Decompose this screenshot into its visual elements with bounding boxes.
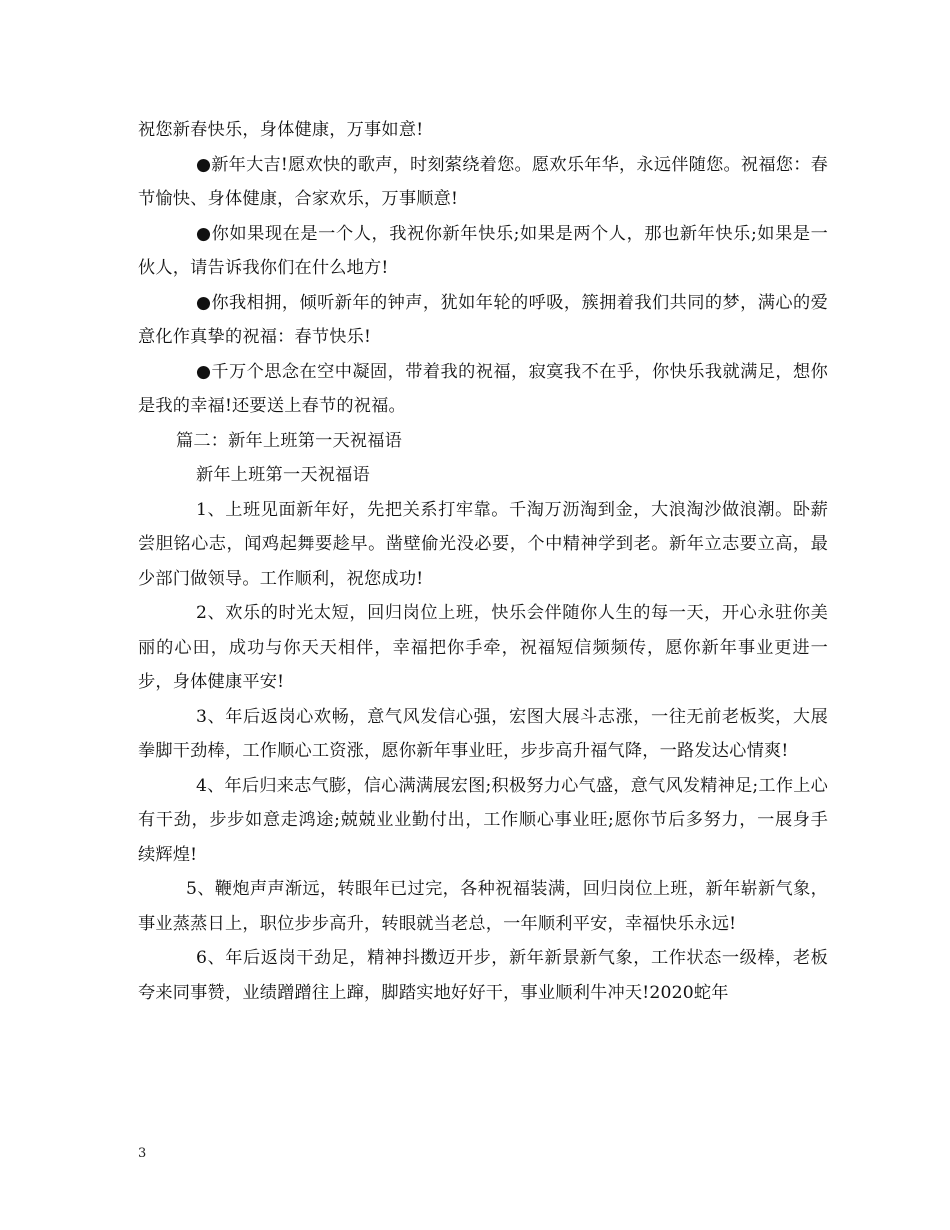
paragraph-item-2: 2、欢乐的时光太短，回归岗位上班，快乐会伴随你人生的每一天，开心永驻你美丽的心田，成功与你天天相伴，幸福把你手牵，祝福短信频频传，愿你新年事业更进一步，身体健康平安! xyxy=(138,603,828,692)
paragraph-item-5: 5、鞭炮声声渐远，转眼年已过完，各种祝福装满，回归岗位上班，新年崭新气象，事业蒸蒸日上，职位步步高升，转眼就当老总，一年顺利平安，幸福快乐永远! xyxy=(138,879,828,934)
paragraph-closing-wish: 祝您新春快乐，身体健康，万事如意! xyxy=(138,120,424,140)
document-body xyxy=(138,113,828,1010)
paragraph-item-1: 1、上班见面新年好，先把关系打牢靠。千淘万沥淘到金，大浪淘沙做浪潮。卧薪尝胆铭心志，闻鸡起舞要趁早。凿壁偷光没必要，个中精神学到老。新年立志要立高，最少部门做领导。工作顺利，祝您成功! xyxy=(138,499,828,589)
paragraph-bullet-3: ●你我相拥，倾听新年的钟声，犹如年轮的呼吸，簇拥着我们共同的梦，满心的爱意化作真挚的祝福：春节快乐! xyxy=(138,292,828,347)
paragraph-bullet-2: ●你如果现在是一个人，我祝你新年快乐;如果是两个人，那也新年快乐;如果是一伙人，请告诉我你们在什么地方! xyxy=(138,223,828,278)
paragraph-item-6: 6、年后返岗干劲足，精神抖擞迈开步，新年新景新气象，工作状态一级棒，老板夸来同事赞，业绩蹭蹭往上蹿，脚踏实地好好干，事业顺利牛冲天!2020蛇年 xyxy=(138,948,828,1003)
paragraph-bullet-4: ●千万个思念在空中凝固，带着我的祝福，寂寞我不在乎，你快乐我就满足，想你是我的幸福!还要送上春节的祝福。 xyxy=(138,361,828,416)
paragraph-item-3: 3、年后返岗心欢畅，意气风发信心强，宏图大展斗志涨，一往无前老板奖，大展拳脚干劲棒，工作顺心工资涨，愿你新年事业旺，步步高升福气降，一路发达心情爽! xyxy=(138,706,828,761)
page-number: 3 xyxy=(138,1146,147,1161)
section-subtitle: 新年上班第一天祝福语 xyxy=(196,465,370,485)
paragraph-item-4: 4、年后归来志气膨，信心满满展宏图;积极努力心气盛，意气风发精神足;工作上心有干劲，步步如意走鸿途;兢兢业业勤付出，工作顺心事业旺;愿你节后多努力，一展身手续辉煌! xyxy=(138,775,828,865)
section-heading: 篇二：新年上班第一天祝福语 xyxy=(176,430,403,451)
paragraph-bullet-1: ●新年大吉!愿欢快的歌声，时刻萦绕着您。愿欢乐年华，永远伴随您。祝福您：春节愉快、身体健康，合家欢乐，万事顺意! xyxy=(138,154,828,209)
